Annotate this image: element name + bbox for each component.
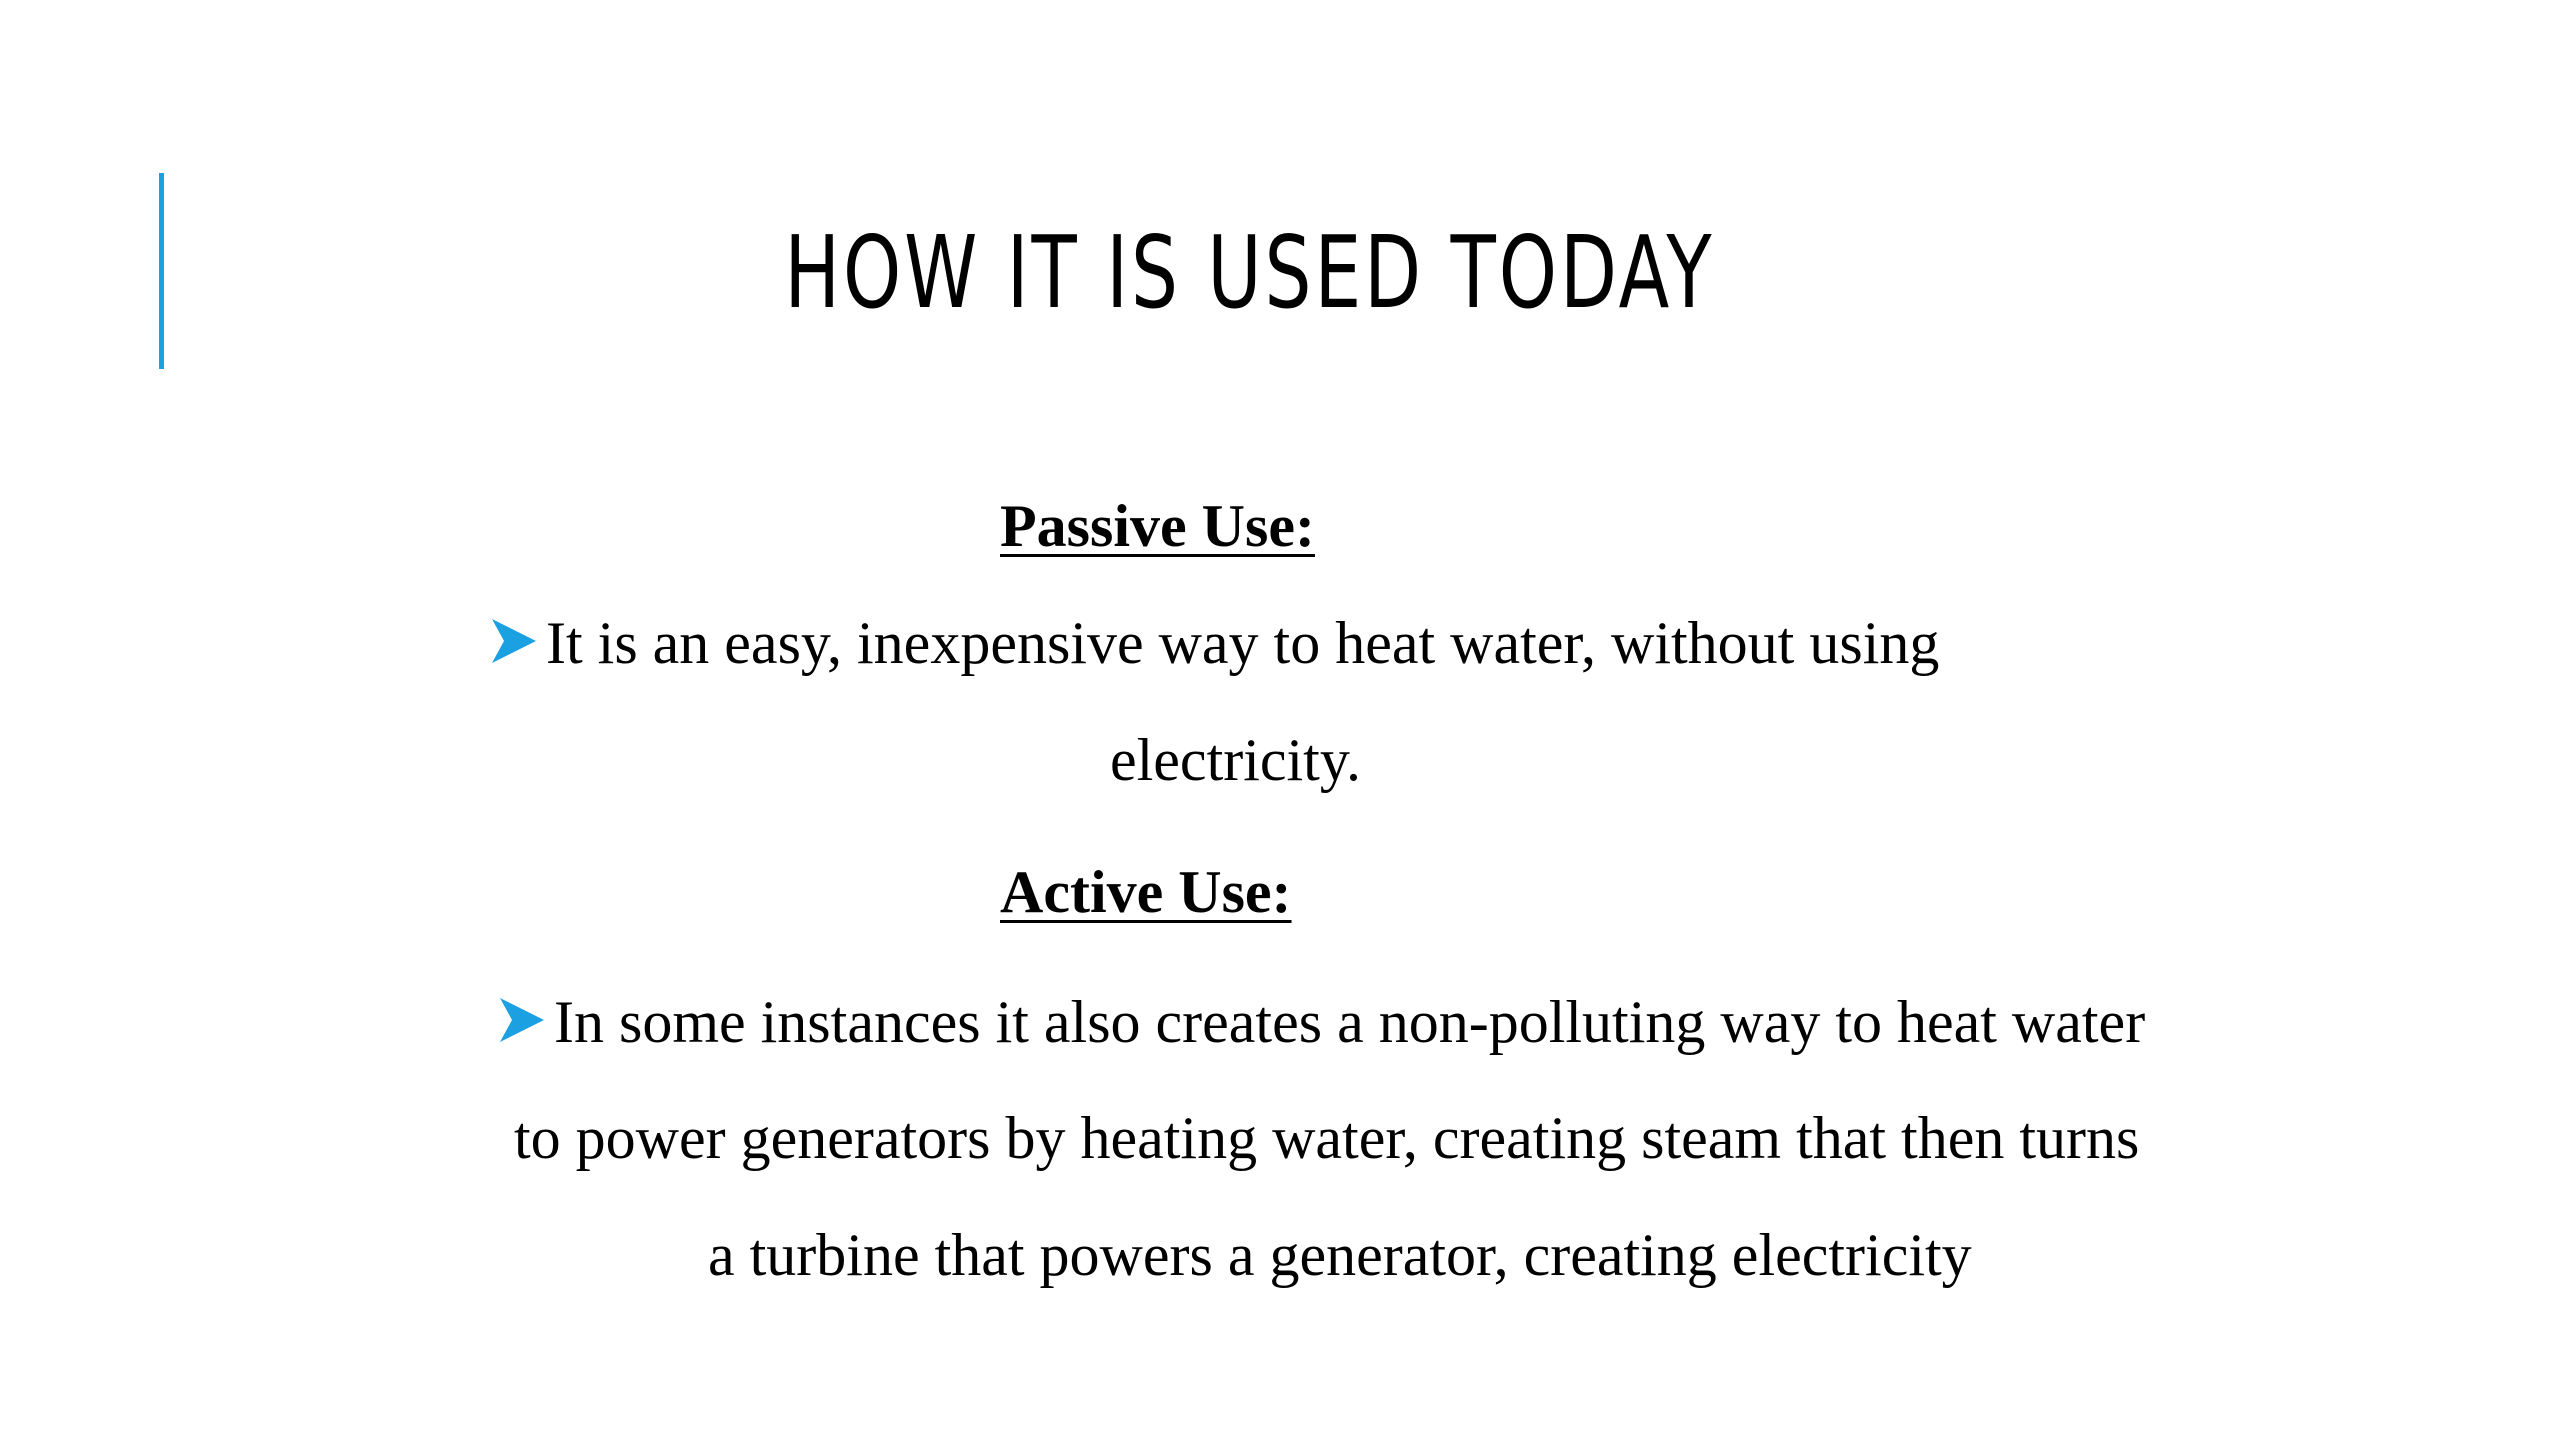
active-use-bullet: [496, 982, 2145, 1062]
passive-use-line-1: It is an easy, inexpensive way to heat water, without using: [546, 610, 1940, 676]
active-use-line-1: In some instances it also creates a non-polluting way to heat water: [554, 989, 2146, 1055]
active-use-line-2: to power generators by heating water, creating steam that then turns: [514, 1105, 2140, 1171]
arrowhead-bullet-icon: [488, 613, 540, 669]
passive-use-line-2: electricity.: [1110, 727, 1361, 793]
arrowhead-bullet-icon: [496, 992, 548, 1048]
passive-use-bullet: [488, 603, 1939, 683]
active-use-line-3: a turbine that powers a generator, creating electricity: [708, 1222, 1972, 1288]
passive-use-heading: Passive Use:: [1000, 493, 1315, 559]
slide-title: HOW IT IS USED TODAY: [784, 214, 1715, 331]
active-use-heading: Active Use:: [1000, 859, 1292, 925]
title-accent-bar: [159, 173, 164, 369]
